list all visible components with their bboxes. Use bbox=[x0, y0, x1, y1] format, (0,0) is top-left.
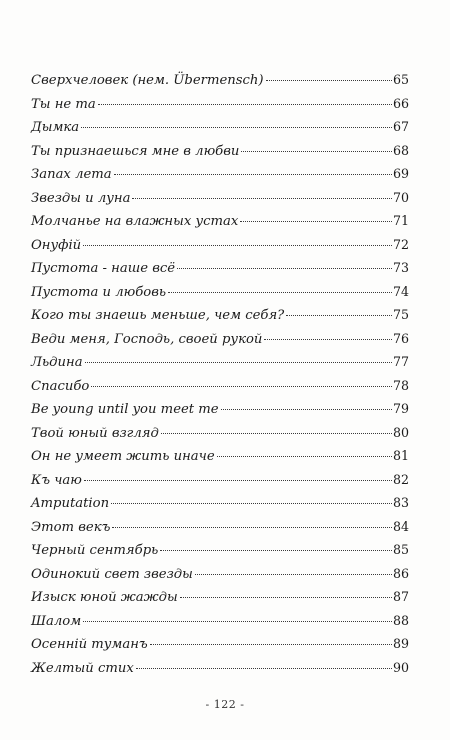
toc-entry-page: 71 bbox=[392, 213, 409, 228]
toc-entry bbox=[31, 448, 409, 472]
toc-entry-title: Он не умеет жить иначе bbox=[31, 449, 215, 464]
dot-leader bbox=[266, 80, 392, 81]
dot-leader bbox=[161, 433, 392, 434]
dot-leader bbox=[221, 409, 392, 410]
toc-entry bbox=[31, 96, 409, 120]
toc-entry-title: Твой юный взгляд bbox=[31, 425, 159, 441]
toc-entry bbox=[31, 636, 409, 660]
dot-leader bbox=[240, 221, 392, 222]
toc-entry bbox=[31, 119, 409, 143]
toc-entry bbox=[31, 72, 409, 96]
toc-entry bbox=[31, 378, 409, 402]
toc-entry-title: Желтый стих bbox=[31, 660, 134, 676]
dot-leader bbox=[195, 574, 392, 575]
toc-entry bbox=[31, 284, 409, 308]
toc-entry bbox=[31, 354, 409, 378]
dot-leader bbox=[132, 198, 392, 199]
toc-entry-title: Къ чаю bbox=[31, 472, 82, 488]
toc-entry bbox=[31, 307, 409, 331]
dot-leader bbox=[91, 386, 392, 387]
toc-entry-page: 88 bbox=[392, 612, 409, 628]
toc-entry-page: 85 bbox=[392, 542, 409, 557]
dot-leader bbox=[136, 668, 392, 669]
toc-entry-page: 79 bbox=[392, 401, 409, 416]
dot-leader bbox=[180, 597, 392, 598]
toc-entry-page: 73 bbox=[392, 260, 409, 275]
toc-entry-page: 81 bbox=[392, 448, 409, 463]
toc-entry bbox=[31, 331, 409, 355]
toc-entry-title: Дымка bbox=[31, 120, 80, 135]
toc-entry-title: Молчанье на влажных устах bbox=[31, 214, 239, 229]
toc-entry-title: Звезды и луна bbox=[31, 190, 131, 206]
toc-entry-title: Запах лета bbox=[31, 167, 112, 182]
toc-entry-page: 77 bbox=[392, 354, 409, 369]
toc-entry-page: 76 bbox=[392, 330, 409, 346]
dot-leader bbox=[264, 339, 392, 340]
toc-entry-title: Be young until you meet me bbox=[31, 402, 219, 417]
toc-entry-title: Пустота - наше всё bbox=[31, 261, 176, 276]
toc-entry-title: Ты не та bbox=[31, 96, 96, 112]
toc-entry-title: Льдина bbox=[31, 355, 83, 370]
dot-leader bbox=[177, 268, 392, 269]
toc-entry bbox=[31, 166, 409, 190]
dot-leader bbox=[168, 292, 392, 293]
toc-entry bbox=[31, 213, 409, 237]
toc-entry-title: Шалом bbox=[31, 613, 82, 629]
toc-entry bbox=[31, 472, 409, 496]
toc-entry-title: Черный сентябрь bbox=[31, 543, 159, 558]
dot-leader bbox=[81, 127, 392, 128]
toc-entry-page: 86 bbox=[392, 565, 409, 581]
toc-entry-page: 87 bbox=[392, 589, 409, 604]
toc-entry bbox=[31, 566, 409, 590]
toc-entry-title: Одинокий свет звезды bbox=[31, 566, 193, 582]
toc-entry bbox=[31, 143, 409, 167]
toc-entry bbox=[31, 589, 409, 613]
toc-entry bbox=[31, 519, 409, 543]
toc-entry-page: 72 bbox=[392, 236, 409, 252]
toc-entry bbox=[31, 613, 409, 637]
toc-entry bbox=[31, 660, 409, 684]
dot-leader bbox=[286, 315, 392, 316]
toc-entry-page: 69 bbox=[392, 166, 409, 181]
toc-entry-title: Ты признаешься мне в любви bbox=[31, 143, 240, 159]
dot-leader bbox=[160, 550, 392, 551]
toc-entry-title: Веди меня, Господь, своей рукой bbox=[31, 331, 263, 347]
toc-entry-title: Этот векъ bbox=[31, 519, 111, 535]
toc-entry-page: 78 bbox=[392, 377, 409, 393]
toc-entry-title: Онуфій bbox=[31, 237, 82, 253]
toc-entry-page: 65 bbox=[392, 72, 409, 87]
toc-entry-title: Кого ты знаешь меньше, чем себя? bbox=[31, 308, 285, 323]
toc-entry-page: 74 bbox=[392, 283, 409, 299]
dot-leader bbox=[84, 480, 392, 481]
dot-leader bbox=[217, 456, 392, 457]
dot-leader bbox=[112, 527, 392, 528]
toc-entry bbox=[31, 260, 409, 284]
toc-entry-page: 89 bbox=[392, 636, 409, 651]
toc-entry-title: Сверхчеловек (нем. Übermensch) bbox=[31, 73, 264, 88]
dot-leader bbox=[111, 503, 392, 504]
toc-entry bbox=[31, 542, 409, 566]
dot-leader bbox=[98, 104, 392, 105]
dot-leader bbox=[85, 362, 392, 363]
toc-entry-title: Изыск юной жажды bbox=[31, 590, 178, 605]
toc-entry-page: 70 bbox=[392, 189, 409, 205]
toc-entry bbox=[31, 401, 409, 425]
toc-entry-page: 75 bbox=[392, 307, 409, 322]
toc-entry-page: 67 bbox=[392, 119, 409, 134]
dot-leader bbox=[241, 151, 392, 152]
toc-entry-title: Спасибо bbox=[31, 378, 90, 394]
toc-entry bbox=[31, 495, 409, 519]
toc-entry-page: 68 bbox=[392, 142, 409, 158]
toc-entry bbox=[31, 425, 409, 449]
toc-entry-page: 83 bbox=[392, 495, 409, 510]
toc-entry bbox=[31, 237, 409, 261]
toc-entry-page: 82 bbox=[392, 471, 409, 487]
dot-leader bbox=[83, 245, 392, 246]
toc-entry bbox=[31, 190, 409, 214]
toc-entry-page: 80 bbox=[392, 424, 409, 440]
toc-entry-title: Пустота и любовь bbox=[31, 284, 167, 300]
dot-leader bbox=[83, 621, 392, 622]
page-number: - 122 - bbox=[205, 698, 245, 711]
toc-entry-title: Amputation bbox=[31, 496, 110, 511]
toc-entry-title: Осенній туманъ bbox=[31, 637, 148, 652]
dot-leader bbox=[114, 174, 392, 175]
table-of-contents bbox=[31, 72, 409, 683]
toc-entry-page: 66 bbox=[392, 95, 409, 111]
toc-entry-page: 90 bbox=[392, 659, 409, 675]
dot-leader bbox=[150, 644, 392, 645]
toc-entry-page: 84 bbox=[392, 518, 409, 534]
